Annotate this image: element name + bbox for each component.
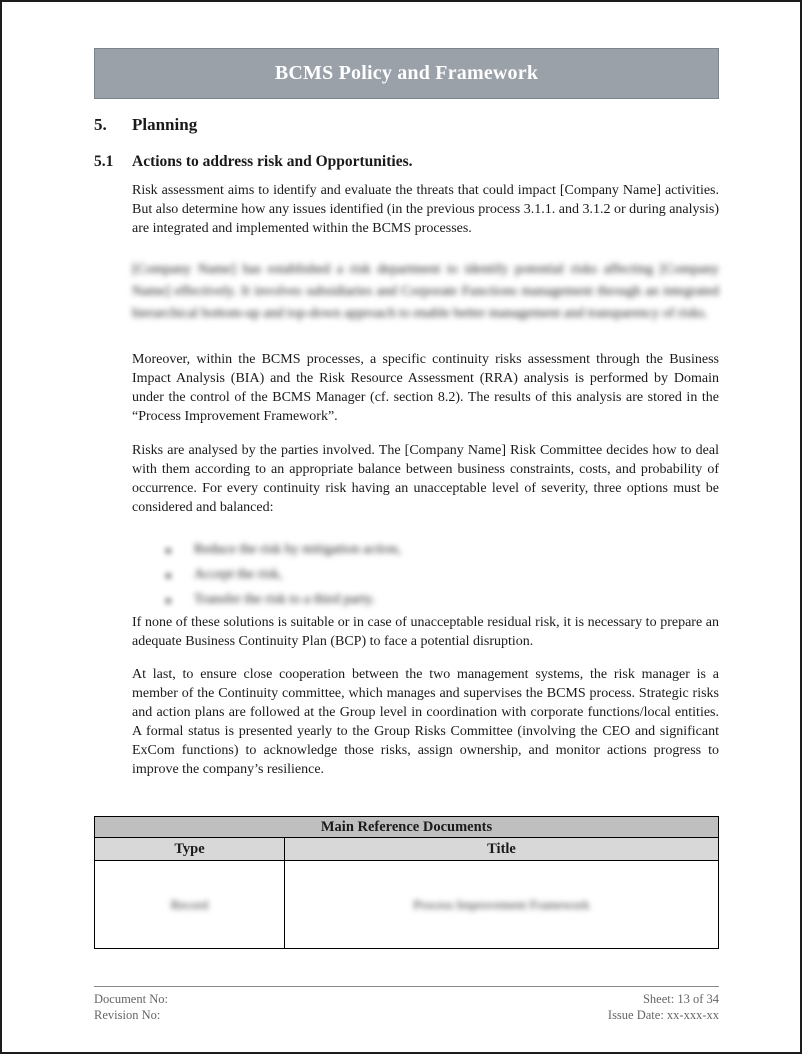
column-header-title: Title — [285, 838, 719, 861]
paragraph-risk-assessment: Risk assessment aims to identify and evaluate the threats that could impact [Company Name] activities. But also determine how any issues identified (in the previous process 3.1.1. and 3.1.2 or during analysis) are integrated and implemented within the BCMS processes. — [132, 183, 719, 236]
paragraph-if-none: If none of these solutions is suitable or in case of unacceptable residual risk, it is necessary to prepare an adequate Business Continuity Plan (BCP) to face a potential disruption. — [132, 615, 719, 649]
paragraph-risks-analysed: Risks are analysed by the parties involved. The [Company Name] Risk Committee decides how to deal with them according to an appropriate balance between business constraints, costs, and probability of occurrence. For every continuity risk having an unacceptable level of severity, three options must be considered and balanced: — [132, 443, 719, 515]
revision-no-label: Revision No: — [94, 1008, 161, 1022]
bullet-icon: ● — [165, 595, 172, 607]
page-footer — [94, 986, 719, 1023]
bullet-icon: ● — [165, 545, 172, 557]
section-heading-planning — [94, 115, 719, 135]
cell-type-blurred: Record — [95, 861, 285, 949]
table-title: Main Reference Documents — [95, 817, 719, 838]
sheet-number: Sheet: 13 of 34 — [642, 992, 719, 1006]
footer-right — [608, 991, 719, 1023]
document-title: BCMS Policy and Framework — [274, 62, 539, 84]
risk-options-list-blurred — [165, 538, 705, 613]
column-header-type: Type — [95, 838, 285, 861]
cell-title-blurred: Process Improvement Framework — [285, 861, 719, 949]
issue-date: Issue Date: xx-xxx-xx — [607, 1008, 719, 1022]
paragraph-moreover: Moreover, within the BCMS processes, a specific continuity risks assessment through the Business Impact Analysis (BIA) and the Risk Resource Assessment (RRA) analysis is performed by Domain under the control of the BCMS Manager (cf. section 8.2). The results of this analysis are stored in the “Process Improvement Framework”. — [132, 352, 719, 424]
document-no-label: Document No: — [94, 992, 168, 1006]
section-number: 5. — [94, 115, 107, 134]
footer-left — [94, 991, 168, 1023]
list-item — [165, 563, 705, 588]
list-item-text: Accept the risk, — [194, 567, 283, 582]
bullet-icon: ● — [165, 570, 172, 582]
section-title: Planning — [132, 115, 198, 134]
list-item-text: Reduce the risk by mitigation action, — [194, 542, 401, 557]
list-item — [165, 588, 705, 613]
list-item-text: Transfer the risk to a third party. — [194, 592, 375, 607]
subsection-number: 5.1 — [94, 153, 114, 170]
list-item — [165, 538, 705, 563]
table-header-row — [95, 838, 719, 861]
paragraph-redacted-blurred: [Company Name] has established a risk department to identify potential risks affecting [Company Name] effectively. It involves subsidiaries and Corporate Functions management through an integrated hierarchical bottom-up and top-down approach to enable better management and transparency of risks. — [132, 262, 719, 321]
table-row — [95, 861, 719, 949]
document-title-banner — [94, 48, 719, 99]
table-title-row — [95, 817, 719, 838]
paragraph-at-last: At last, to ensure close cooperation between the two management systems, the risk manager is a member of the Continuity committee, which manages and supervises the BCMS process. Strategic risks and action plans are followed at the Group level in coordination with corporate functions/local entities. A formal status is presented yearly to the Group Risks Committee (involving the CEO and significant ExCom functions) to acknowledge those risks, assign ownership, and monitor actions progress to improve the company’s resilience. — [132, 667, 719, 777]
subsection-title: Actions to address risk and Opportunities. — [132, 153, 413, 170]
main-reference-documents-table — [94, 816, 719, 949]
subsection-heading-actions — [94, 153, 719, 171]
